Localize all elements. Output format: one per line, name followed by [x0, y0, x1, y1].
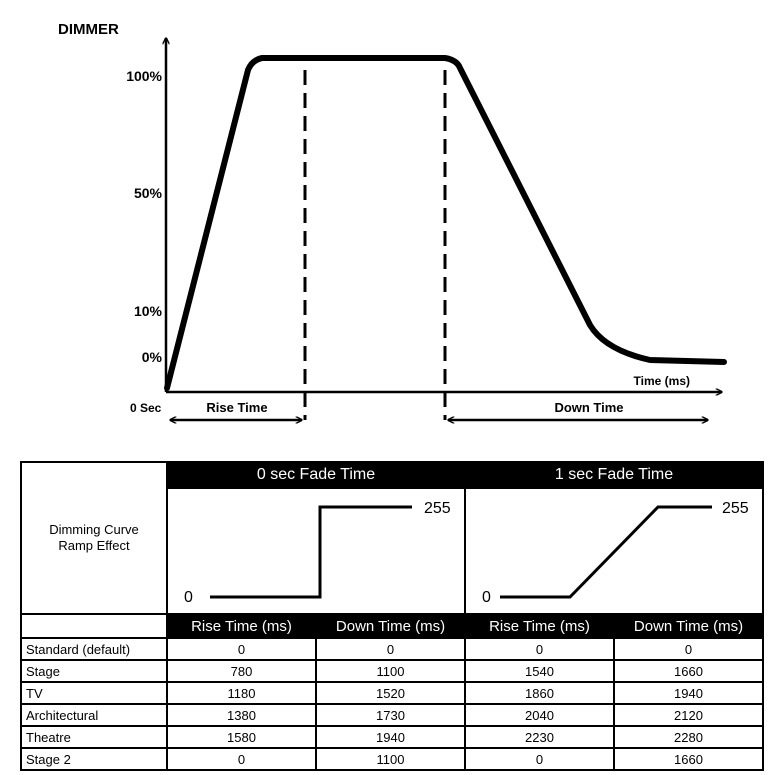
- value-cell: 0: [614, 638, 763, 660]
- value-cell: 2230: [465, 726, 614, 748]
- dimming-curve-table: [20, 461, 764, 771]
- table-row: [21, 682, 763, 704]
- y-label-10: 10%: [133, 303, 162, 319]
- col-header-rise-1sec: Rise Time (ms): [465, 614, 614, 638]
- value-cell: 1730: [316, 704, 465, 726]
- value-cell: 1380: [167, 704, 316, 726]
- graph-1sec-low-label: 0: [482, 589, 491, 606]
- table-row: [21, 660, 763, 682]
- value-cell: 0: [465, 638, 614, 660]
- value-cell: 1520: [316, 682, 465, 704]
- ramp-curve: [500, 507, 712, 597]
- ramp-effect-label: [21, 462, 167, 614]
- down-time-label: Down Time: [554, 400, 624, 415]
- ramp-graph-0sec: [167, 488, 465, 614]
- value-cell: 1180: [167, 682, 316, 704]
- value-cell: 780: [167, 660, 316, 682]
- graph-1sec-high-label: 255: [722, 500, 749, 517]
- value-cell: 0: [167, 748, 316, 770]
- col-header-down-1sec: Down Time (ms): [614, 614, 763, 638]
- value-cell: 2120: [614, 704, 763, 726]
- value-cell: 1540: [465, 660, 614, 682]
- y-label-100: 100%: [126, 68, 162, 84]
- row-name: Architectural: [21, 704, 167, 726]
- header-blank-cell: [21, 614, 167, 638]
- ramp-label-line1: Dimming Curve: [49, 522, 139, 537]
- value-cell: 2040: [465, 704, 614, 726]
- rise-time-label: Rise Time: [206, 400, 268, 415]
- row-name: Stage 2: [21, 748, 167, 770]
- ramp-label-line2: Ramp Effect: [58, 538, 130, 553]
- graph-0sec-low-label: 0: [184, 589, 193, 606]
- table-row: [21, 726, 763, 748]
- row-name: TV: [21, 682, 167, 704]
- value-cell: 1860: [465, 682, 614, 704]
- y-label-50: 50%: [133, 185, 162, 201]
- value-cell: 0: [316, 638, 465, 660]
- table-row: [21, 638, 763, 660]
- value-cell: 0: [167, 638, 316, 660]
- value-cell: 1940: [614, 682, 763, 704]
- value-cell: 2280: [614, 726, 763, 748]
- row-name: Stage: [21, 660, 167, 682]
- value-cell: 1660: [614, 748, 763, 770]
- group-header-0sec: 0 sec Fade Time: [167, 462, 465, 488]
- y-axis-title: DIMMER: [58, 21, 119, 38]
- step-curve: [210, 507, 412, 597]
- table-row: [21, 704, 763, 726]
- col-header-rise-0sec: Rise Time (ms): [167, 614, 316, 638]
- value-cell: 1100: [316, 660, 465, 682]
- origin-label: 0 Sec: [130, 401, 162, 415]
- ramp-graph-1sec: [465, 488, 763, 614]
- value-cell: 1580: [167, 726, 316, 748]
- group-header-1sec: 1 sec Fade Time: [465, 462, 763, 488]
- value-cell: 0: [465, 748, 614, 770]
- value-cell: 1660: [614, 660, 763, 682]
- x-axis-label: Time (ms): [633, 374, 690, 388]
- graph-0sec-high-label: 255: [424, 500, 451, 517]
- row-name: Theatre: [21, 726, 167, 748]
- row-name: Standard (default): [21, 638, 167, 660]
- col-header-down-0sec: Down Time (ms): [316, 614, 465, 638]
- value-cell: 1940: [316, 726, 465, 748]
- y-label-0: 0%: [141, 349, 162, 365]
- table-row: [21, 748, 763, 770]
- value-cell: 1100: [316, 748, 465, 770]
